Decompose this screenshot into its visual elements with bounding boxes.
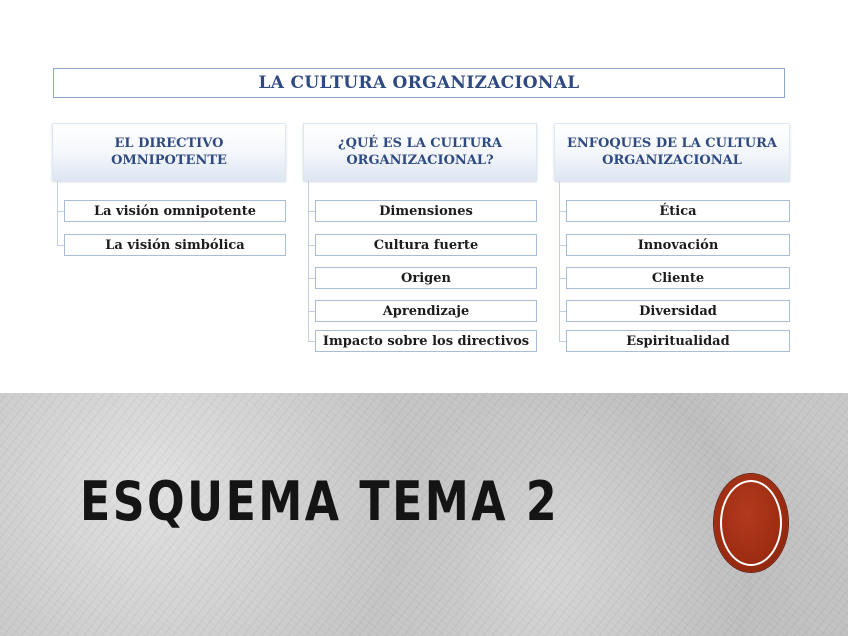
list-item: Cliente <box>566 267 790 289</box>
list-item: Aprendizaje <box>315 300 537 322</box>
tree-connector <box>57 181 58 246</box>
column-header-line: ORGANIZACIONAL? <box>346 153 494 168</box>
column-header-line: EL DIRECTIVO <box>114 136 224 151</box>
list-item: Ética <box>566 200 790 222</box>
list-item: Origen <box>315 267 537 289</box>
list-item: Cultura fuerte <box>315 234 537 256</box>
list-item: Espiritualidad <box>566 330 790 352</box>
column-header-line: ENFOQUES DE LA CULTURA <box>567 136 777 151</box>
column-header-enfoques <box>554 123 790 181</box>
list-item: Diversidad <box>566 300 790 322</box>
slide-title: ESQUEMA TEMA 2 <box>80 470 560 533</box>
diagram-title: LA CULTURA ORGANIZACIONAL <box>53 68 785 98</box>
list-item: La visión simbólica <box>64 234 286 256</box>
decorative-emblem <box>714 474 788 572</box>
column-header-directivo <box>52 123 286 181</box>
list-item: La visión omnipotente <box>64 200 286 222</box>
list-item: Impacto sobre los directivos <box>315 330 537 352</box>
tree-connector <box>559 181 560 342</box>
column-header-que-es <box>303 123 537 181</box>
column-header-line: OMNIPOTENTE <box>111 153 227 168</box>
list-item: Innovación <box>566 234 790 256</box>
column-header-line: ¿QUÉ ES LA CULTURA <box>338 136 502 151</box>
column-header-line: ORGANIZACIONAL <box>602 153 742 168</box>
tree-connector <box>308 181 309 342</box>
list-item: Dimensiones <box>315 200 537 222</box>
emblem-ring <box>720 480 782 566</box>
